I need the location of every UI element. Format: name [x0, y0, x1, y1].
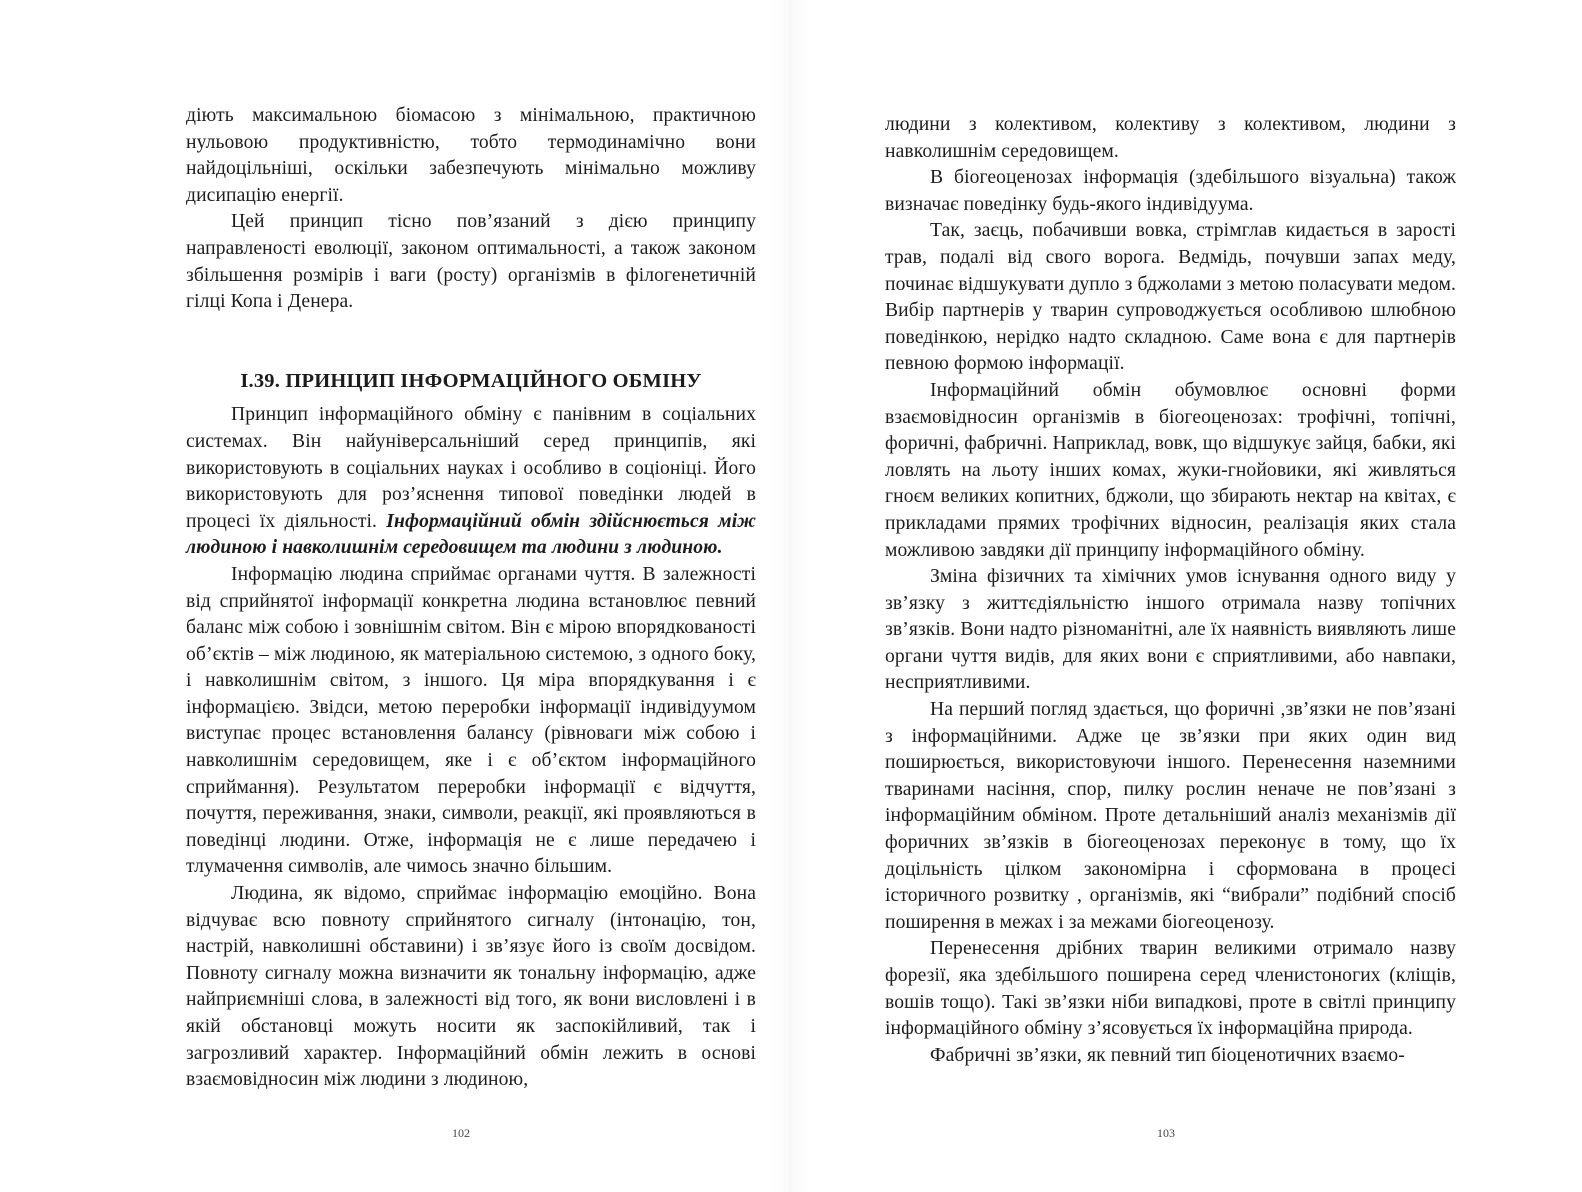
paragraph: В біогеоценозах інформація (здебільшого візуальна) також визначає поведінку будь-якого індивідуума.	[885, 167, 1456, 215]
section-heading: І.39. ПРИНЦИП ІНФОРМАЦІЙНОГО ОБМІНУ	[240, 369, 702, 392]
right-page	[791, 0, 1582, 1192]
paragraph: Людина, як відомо, сприймає інформацію емоційно. Вона відчуває всю повноту сприйнятого сигналу (інтонацію, тон, настрій, навколишні обставини) і зв’язує його із своїм досвідом. Повноту сигналу можна визначити як тональну інформацію, адже найприємніші слова, в залежності від того, як вони висловлені і в якій обстановці можуть носити як заспокійливий, так і загрозливий характер. Інформаційний обмін лежить в основі взаємовідносин між людини з людиною,	[186, 883, 756, 1091]
paragraph-continuation: діють максимальною біомасою з мінімальною, практичною нульовою продуктивністю, тобто термодинамічно вони найдоцільніші, оскільки забезпечують мінімально можливу дисипацію енергії.	[186, 105, 756, 206]
paragraph-intro	[186, 402, 756, 562]
paragraph: Фабричні зв’язки, як певний тип біоценотичних взаємо-	[930, 1044, 1405, 1066]
paragraph: На перший погляд здається, що форичні ,зв’язки не пов’язані з інформаційними. Адже це зв’язки при яких один вид поширюється, використовуючи іншого. Перенесення наземними тваринами насіння, спор, пилку рослин неначе не пов’язані з інформаційним обміном. Проте детальніший аналіз механізмів дії форичних зв’язків в біогеоценозах переконує в тому, що їх доцільність цілком закономірна і сформована в процесі історичного розвитку , організмів, які “вибрали” подібний спосіб поширення в межах і за межами біогеоценозу.	[885, 699, 1456, 933]
page-number: 103	[1157, 1126, 1175, 1140]
paragraph: Так, заєць, побачивши вовка, стрімглав кидається в зарості трав, подалі від свого ворога. Ведмідь, почувши запах меду, починає відшукувати дупло з бджолами з метою поласувати медом. Вибір партнерів у тварин супроводжується особливою шлюбною поведінкою, нерідко надто складною. Саме вона є для партнерів певною формою інформації.	[885, 220, 1456, 375]
paragraph-intro-text: Принцип інформаційного обміну є панівним в соціальних системах. Він найуніверсальніший серед принципів, які використовують в соціальних науках і особливо в соціоніці. Його використовують для роз’яснення типової поведінки людей в процесі їх діяльності.	[186, 404, 756, 532]
paragraph: Інформацію людина сприймає органами чуття. В залежності від сприйнятої інформації конкретна людина встановлює певний баланс між собою і зовнішнім світом. Він є мірою впорядкованості об’єктів – між людиною, як матеріальною системою, з одного боку, і навколишнім світом, з іншого. Ця міра впорядкування і є інформацією. Звідси, метою переробки інформації індивідуумом виступає процес встановлення балансу (рівноваги між собою і навколишнім середовищем, яке і є об’єктом інформаційного сприймання). Результатом переробки інформації є відчуття, почуття, переживання, знаки, символи, реакції, які проявляються в поведінці людини. Отже, інформація не є лише передачею і тлумачення символів, але чимось значно більшим.	[186, 563, 756, 878]
paragraph: Перенесення дрібних тварин великими отримало назву форезії, яка здебільшого поширена серед членистоногих (кліщів, вошів тощо). Такі зв’язки ніби випадкові, проте в світлі принципу інформаційного обміну з’ясовується їх інформаційна природа.	[885, 938, 1456, 1040]
paragraph-continuation: людини з колективом, колективу з колективом, людини з навколишнім середовищем.	[885, 114, 1456, 162]
paragraph: Цей принцип тісно пов’язаний з дією принципу направленості еволюції, законом оптимальності, а також законом збільшення розмірів і ваги (росту) організмів в філогенетичній гілці Копа і Денера.	[186, 211, 756, 313]
paragraph: Інформаційний обмін обумовлює основні форми взаємовідносин організмів в біогеоценозах: трофічні, топічні, форичні, фабричні. Наприклад, вовк, що відшукує зайця, бабки, які ловлять на льоту інших комах, жуки-гнойовики, які живляться гноєм великих копитних, бджоли, що збирають нектар на квітах, є прикладами прямих трофічних відносин, реалізація яких стала можливою завдяки дії принципу інформаційного обміну.	[885, 379, 1456, 561]
left-page-text	[186, 103, 756, 1094]
paragraph: Зміна фізичних та хімічних умов існування одного виду у зв’язку з життєдіяльністю іншого отримала назву топічних зв’язків. Вони надто різноманітні, але їх наявність виявляють лише органи чуття видів, для яких вони є сприятливими, або навпаки, несприятливими.	[885, 566, 1456, 694]
right-page-text	[885, 112, 1456, 1069]
emphasized-definition: Інформаційний обмін здійснюється між людиною і навколишнім середовищем та людини з людиною.	[186, 510, 756, 559]
page-number: 102	[452, 1126, 470, 1140]
